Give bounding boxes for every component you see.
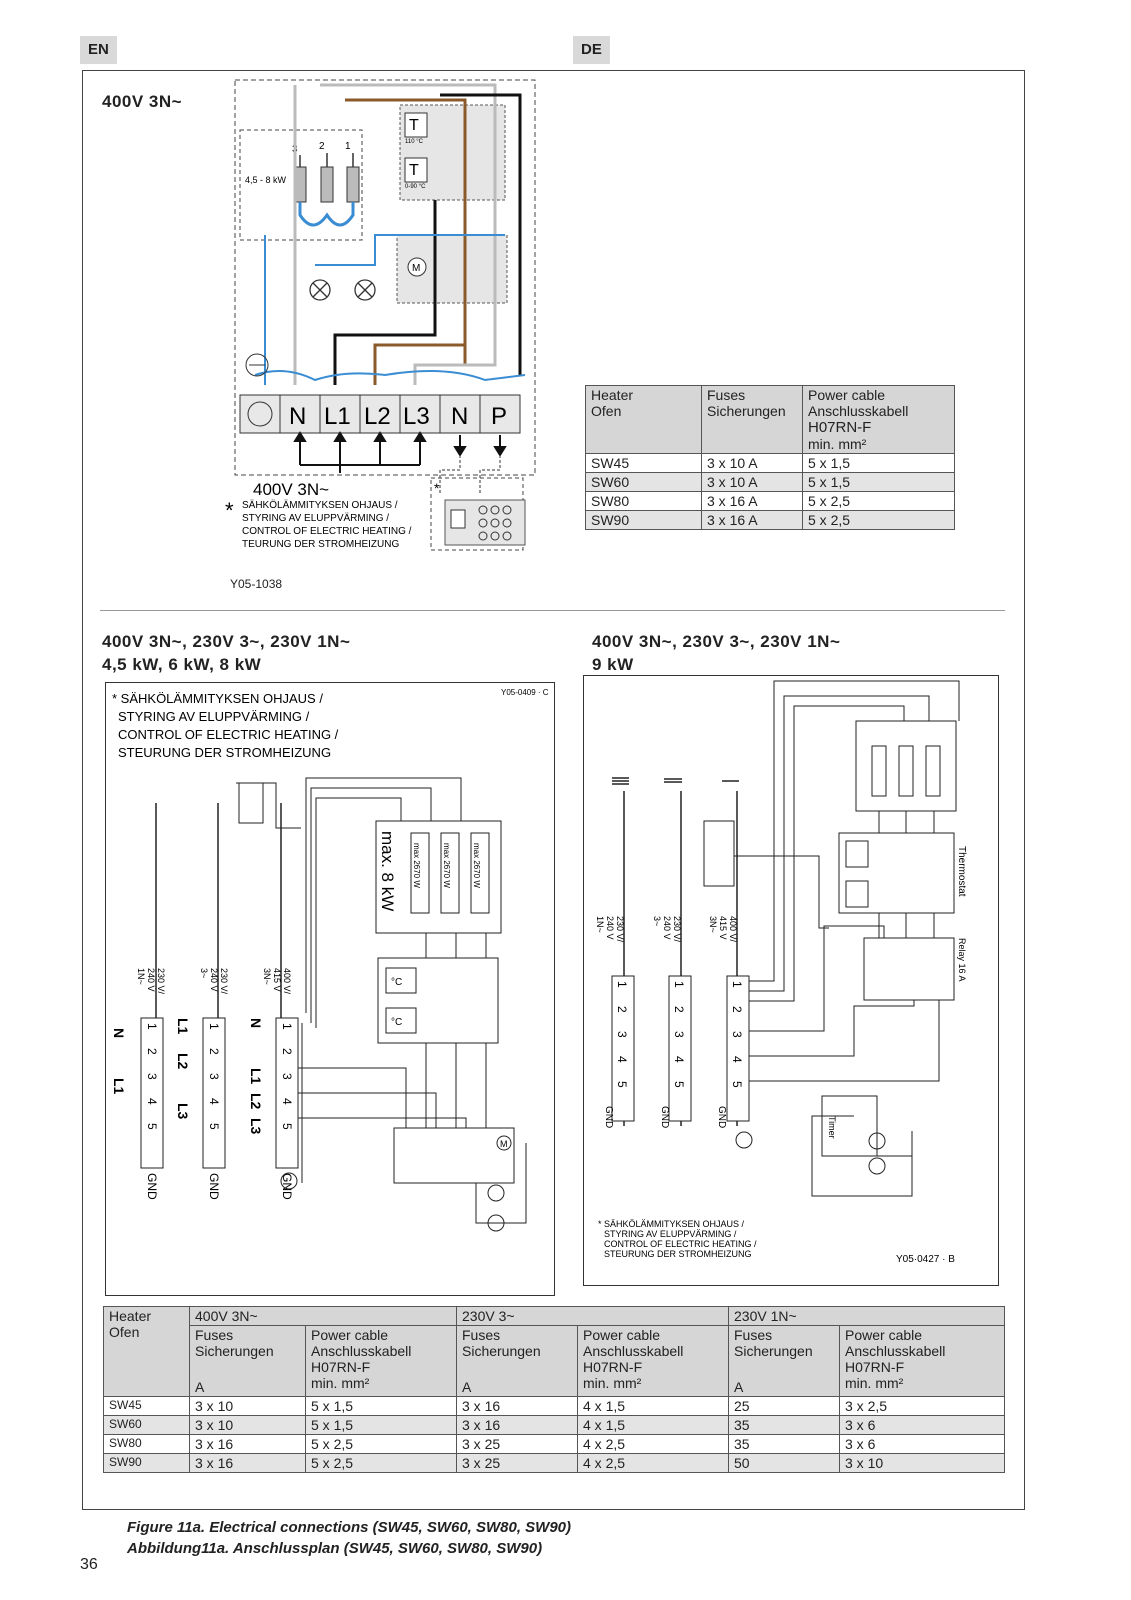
svg-text:5: 5	[730, 1081, 744, 1088]
svg-text:L1: L1	[175, 1018, 191, 1035]
t2-row-sw80: SW80 3 x 16 5 x 2,5 3 x 25 4 x 2,5 35 3 x 6	[104, 1435, 1005, 1454]
fuse-table-top	[585, 385, 955, 530]
figure-caption-de: Abbildung11a. Anschlussplan (SW45, SW60, SW80, SW90)	[127, 1540, 543, 1557]
language-tag-de: DE	[573, 36, 610, 64]
t1-row-sw80: SW80 3 x 16 A 5 x 2,5	[586, 492, 955, 511]
svg-text:4: 4	[280, 1098, 294, 1105]
svg-text:GND: GND	[659, 1106, 670, 1129]
svg-text:1: 1	[672, 981, 686, 988]
section-divider	[100, 610, 1005, 611]
right-note-line-4: STEURUNG DER STROMHEIZUNG	[604, 1249, 752, 1259]
top-diagram-code: Y05-1038	[230, 577, 283, 591]
top-supply-label: 400V 3N~	[253, 480, 330, 499]
svg-text:1: 1	[207, 1023, 221, 1030]
t2-heater-de: Ofen	[109, 1324, 140, 1340]
t2-row-sw90: SW90 3 x 16 5 x 2,5 3 x 25 4 x 2,5 50 3 x 10	[104, 1454, 1005, 1473]
t2-row-sw60: SW60 3 x 10 5 x 1,5 3 x 16 4 x 1,5 35 3 x 6	[104, 1416, 1005, 1435]
svg-text:415 V: 415 V	[718, 916, 728, 940]
top-diagram-title: 400V 3N~	[102, 92, 183, 111]
svg-text:GND: GND	[280, 1173, 294, 1200]
svg-text:400 V/: 400 V/	[282, 968, 292, 995]
terminal-l1: L1	[324, 403, 351, 430]
svg-text:4: 4	[730, 1056, 744, 1063]
left-wiring-diagram	[105, 682, 555, 1296]
fuse-table-bottom: Heater Ofen 400V 3N~ 230V 3~ 230V 1N~ Fuses Sicherungen A Power cable Anschlusskabell H07RN-F min. mm² Fuses Sicherungen A Power cable Anschlusskabell H07RN-F min. mm² Fuses Sicherungen A Power cable Anschlusskabell H07RN-F min. mm² SW45 3 x 10 5 x 1,5 3 x 16 4 x 1,5 25 3 x 2,5 SW60 3 x 10 5 x 1,5 3 x 16 4 x 1,5 35 3 x 6 SW80 3 x 16 5 x 2,5 3 x 25 4 x 2,5 35 3 x 6 SW90 3 x 16 5 x 2,5 3 x 25 4 x 2,5 50 3 x 10	[103, 1306, 1005, 1473]
thermostat-0-90: 0-90 °C	[405, 184, 426, 190]
top-wiring-diagram	[225, 75, 575, 605]
t1-row-sw45: SW45 3 x 10 A 5 x 1,5	[586, 454, 955, 473]
power-range-label: 4,5 - 8 kW	[245, 175, 287, 185]
svg-text:L1: L1	[111, 1078, 127, 1095]
svg-text:240 V: 240 V	[605, 916, 615, 940]
svg-text:1N~: 1N~	[595, 916, 605, 933]
element-number-1: 1	[345, 141, 351, 152]
note-marker-top: *	[225, 498, 234, 523]
right-note-line-3: CONTROL OF ELECTRIC HEATING /	[604, 1239, 757, 1249]
t1-fuses-en: Fuses	[707, 387, 746, 403]
svg-text:2: 2	[730, 1006, 744, 1013]
svg-text:GND: GND	[716, 1106, 727, 1129]
svg-text:240 V: 240 V	[662, 916, 672, 940]
t1-cable-type: H07RN-F	[808, 419, 872, 436]
svg-text:415 V: 415 V	[272, 968, 282, 992]
right-note-line-1: * SÄHKÖLÄMMITYKSEN OHJAUS /	[598, 1219, 745, 1229]
svg-text:max 2670 W: max 2670 W	[472, 843, 481, 888]
svg-text:T: T	[409, 117, 419, 134]
left-title-2: 4,5 kW, 6 kW, 8 kW	[102, 655, 262, 674]
figure-caption-en: Figure 11a. Electrical connections (SW45, SW60, SW80, SW90)	[127, 1519, 572, 1536]
svg-text:5: 5	[615, 1081, 629, 1088]
terminal-l3: L3	[403, 403, 430, 430]
timer-label: Timer	[827, 1116, 837, 1139]
max-8kw-label: max. 8 kW	[378, 831, 397, 912]
svg-text:4: 4	[145, 1098, 159, 1105]
svg-text:L3: L3	[248, 1118, 264, 1135]
right-note-line-2: STYRING AV ELUPPVÄRMING /	[604, 1229, 737, 1239]
svg-text:240 V: 240 V	[209, 968, 219, 992]
t1-heater-de: Ofen	[591, 403, 622, 419]
svg-text:3N~: 3N~	[708, 916, 718, 933]
svg-text:4: 4	[672, 1056, 686, 1063]
terminal-l2: L2	[364, 403, 391, 430]
t1-fuses-de: Sicherungen	[707, 403, 786, 419]
thermostat-110: 110 °C	[405, 139, 423, 145]
svg-text:L2: L2	[175, 1053, 191, 1070]
t2-heater-en: Heater	[109, 1308, 152, 1324]
terminal-n: N	[289, 403, 307, 430]
svg-text:M: M	[500, 1139, 508, 1149]
right-title-2: 9 kW	[592, 655, 634, 674]
svg-text:5: 5	[280, 1123, 294, 1130]
svg-text:°C: °C	[391, 1017, 403, 1028]
svg-text:3: 3	[672, 1031, 686, 1038]
svg-text:max 2670 W: max 2670 W	[412, 843, 421, 888]
svg-text:°C: °C	[391, 977, 403, 988]
svg-text:3~: 3~	[199, 968, 209, 979]
svg-text:L1: L1	[248, 1068, 264, 1085]
svg-text:230 V/: 230 V/	[672, 916, 682, 943]
svg-text:3: 3	[207, 1073, 221, 1080]
svg-text:1: 1	[145, 1023, 159, 1030]
svg-text:3: 3	[730, 1031, 744, 1038]
svg-text:1N~: 1N~	[136, 968, 146, 985]
svg-text:3N~: 3N~	[262, 968, 272, 985]
svg-text:4: 4	[207, 1098, 221, 1105]
t1-row-sw90: SW90 3 x 16 A 5 x 2,5	[586, 511, 955, 530]
right-diagram-code: Y05·0427 · B	[896, 1254, 955, 1265]
t1-cable-unit: min. mm²	[808, 436, 867, 452]
svg-text:GND: GND	[603, 1106, 614, 1129]
left-note-line-2: STYRING AV ELUPPVÄRMING /	[118, 709, 310, 724]
svg-text:3: 3	[145, 1073, 159, 1080]
right-wiring-diagram	[583, 675, 999, 1286]
t2-row-sw45: SW45 3 x 10 5 x 1,5 3 x 16 4 x 1,5 25 3 x 2,5	[104, 1397, 1005, 1416]
svg-text:L2: L2	[248, 1093, 264, 1110]
left-note-line-1: * SÄHKÖLÄMMITYKSEN OHJAUS /	[112, 691, 323, 706]
svg-text:1: 1	[615, 981, 629, 988]
svg-text:230 V/: 230 V/	[615, 916, 625, 943]
t1-row-sw60: SW60 3 x 10 A 5 x 1,5	[586, 473, 955, 492]
svg-text:2: 2	[615, 1006, 629, 1013]
svg-text:T: T	[409, 162, 419, 179]
svg-text:L3: L3	[175, 1103, 191, 1120]
svg-text:5: 5	[145, 1123, 159, 1130]
top-note-line-4: TEURUNG DER STROMHEIZUNG	[242, 539, 400, 550]
element-number-2: 2	[319, 141, 325, 152]
terminal-n2: N	[451, 403, 469, 430]
svg-text:230 V/: 230 V/	[156, 968, 166, 995]
svg-text:M: M	[412, 263, 421, 274]
svg-text:1: 1	[730, 981, 744, 988]
svg-text:2: 2	[145, 1048, 159, 1055]
left-note-line-3: CONTROL OF ELECTRIC HEATING /	[118, 727, 339, 742]
svg-text:400 V/: 400 V/	[728, 916, 738, 943]
t1-heater-en: Heater	[591, 387, 634, 403]
svg-text:3~: 3~	[652, 916, 662, 927]
language-tag-en: EN	[80, 36, 117, 64]
thermostat-label: Thermostat	[956, 846, 967, 897]
left-note-line-4: STEURUNG DER STROMHEIZUNG	[118, 745, 332, 760]
svg-text:5: 5	[207, 1123, 221, 1130]
svg-text:GND: GND	[145, 1173, 159, 1200]
svg-text:GND: GND	[207, 1173, 221, 1200]
svg-text:2: 2	[207, 1048, 221, 1055]
terminal-p: P	[491, 403, 508, 430]
left-diagram-code: Y05-0409 · C	[501, 688, 549, 697]
t1-cable-de: Anschlusskabell	[808, 403, 909, 419]
svg-text:3: 3	[615, 1031, 629, 1038]
svg-text:5: 5	[672, 1081, 686, 1088]
top-note-line-2: STYRING AV ELUPPVÄRMING /	[242, 513, 390, 524]
t2-group-230v3: 230V 3~	[457, 1307, 729, 1326]
t1-cable-en: Power cable	[808, 387, 886, 403]
top-note-line-1: SÄHKÖLÄMMITYKSEN OHJAUS /	[242, 500, 398, 511]
top-note-line-3: CONTROL OF ELECTRIC HEATING /	[242, 526, 412, 537]
left-title-1: 400V 3N~, 230V 3~, 230V 1N~	[102, 632, 351, 651]
svg-text:N: N	[111, 1028, 127, 1039]
svg-text:2: 2	[280, 1048, 294, 1055]
svg-text:N: N	[248, 1018, 264, 1029]
note-marker-box: *	[434, 480, 440, 496]
page-number: 36	[80, 1556, 98, 1573]
svg-text:max 2670 W: max 2670 W	[442, 843, 451, 888]
right-title-1: 400V 3N~, 230V 3~, 230V 1N~	[592, 632, 841, 651]
svg-text:2: 2	[672, 1006, 686, 1013]
svg-text:240 V: 240 V	[146, 968, 156, 992]
t2-group-400v: 400V 3N~	[190, 1307, 457, 1326]
t2-group-230v1: 230V 1N~	[729, 1307, 1005, 1326]
relay-label: Relay 16 A	[957, 938, 967, 982]
svg-text:1: 1	[280, 1023, 294, 1030]
svg-text:3: 3	[280, 1073, 294, 1080]
element-number-3: 3	[292, 144, 298, 155]
svg-text:230 V/: 230 V/	[219, 968, 229, 995]
svg-text:4: 4	[615, 1056, 629, 1063]
